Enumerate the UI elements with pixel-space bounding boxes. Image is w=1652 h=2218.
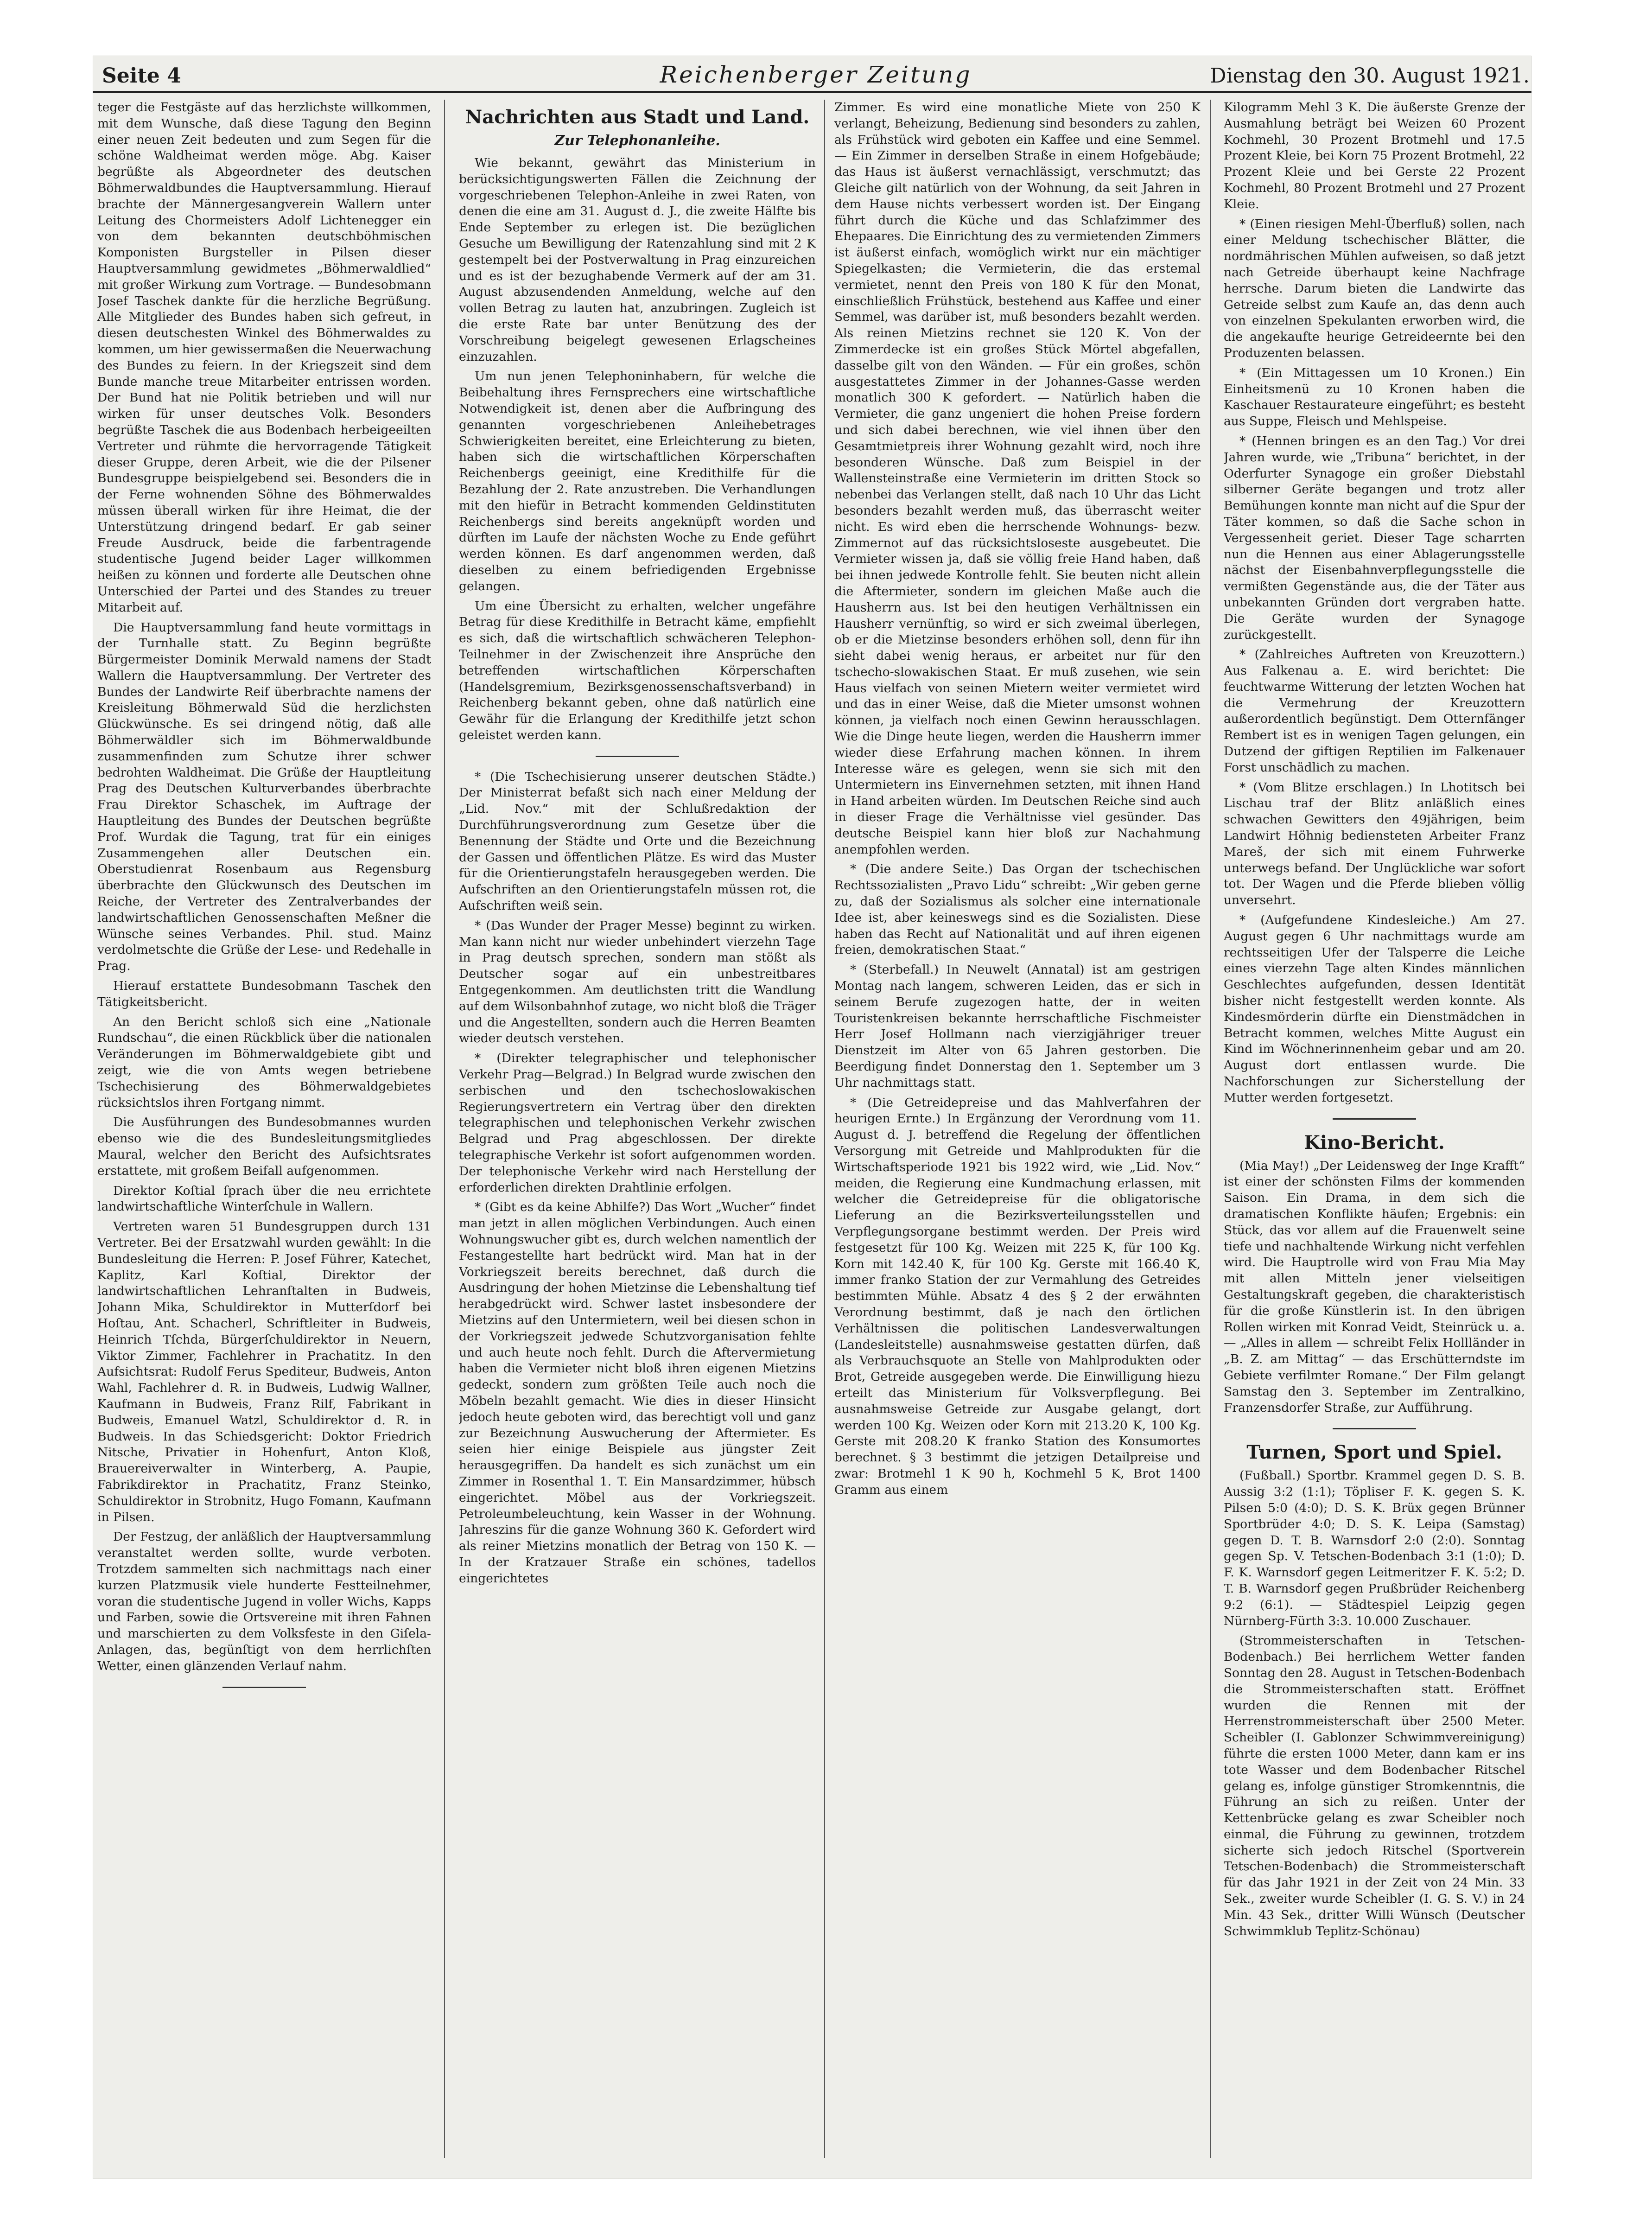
kino-paragraph: (Mia May!) „Der Leidensweg der Inge Krafft“ ist einer der schönsten Films der kommenden Saison. Ein Drama, in dem sich die dramatischen Konflikte häufen; Ergebnis: ein Stück, das vor allem auf die Frauenwelt seine tiefe und nachhaltende Wirkung nicht verfehlen wird. Die Hauptrolle wird von Frau Mia May mit allen Mitteln jener vielseitigen Gestaltungskraft gegeben, die charakteristisch für die große Künstlerin ist. In den übrigen Rollen wirken mit Konrad Veidt, Steinrück u. a. — „Alles in allem — schreibt Felix Hollländer in „B. Z. am Mittag“ — das Erschütterndste im Gebiete verfilmter Romane.“ Der Film gelangt Samstag den 3. September im Zentralkino, Franzensdorfer Straße, zur Aufführung. (1224, 1158, 1525, 1415)
article-paragraph: Der Festzug, der anläßlich der Hauptversammlung veranstaltet werden sollte, wurde verboten. Trotzdem sammelten sich nachmittags nach einer kurzen Platzmusik viele hunderte Festteilnehmer, voran die studentische Jugend in voller Wichs, Kapps und Farben, sowie die Ortsvereine mit ihren Fahnen und marschierten zu dem Volksfeste in den Giſela-Anlagen, das, begünſtigt von dem herrlichſten Wetter, einen glänzenden Verlauf nahm. (97, 1530, 431, 1673)
news-item: * (Ein Mittagessen um 10 Kronen.) Ein Einheitsmenü zu 10 Kronen haben die Kaschauer Restaurateure eingeführt; es besteht aus Suppe, Fleisch und Mehlspeise. (1224, 365, 1525, 429)
column-3 (834, 100, 1201, 2158)
article-paragraph: Um eine Übersicht zu erhalten, welcher ungefähre Betrag für diese Kredithilfe in Betracht käme, empfiehlt es sich, daß die wirtschaftlich schwächeren Telephon-Teilnehmer in der Zwischenzeit ihre Ansprüche den betreffenden wirtschaftlichen Körperschaften (Handelsgremium, Bezirksgenossenschaftsverband) in Reichenberg bekannt geben, ohne daß natürlich eine Gewähr für die Erlangung der Kredithilfe jetzt schon geleistet werden kann. (459, 599, 816, 742)
sport-paragraph: (Fußball.) Sportbr. Krammel gegen D. S. B. Aussig 3:2 (1:1); Töpliser F. K. gegen S. K. Pilsen 5:0 (4:0); D. S. K. Brüx gegen Brünner Sportbrüder 4:0; D. S. K. Leipa (Samstag) gegen D. T. B. Warnsdorf 2:0 (2:0). Sonntag gegen Sp. V. Tetschen-Bodenbach 3:1 (1:0); D. F. K. Warnsdorf gegen Leitmeritzer F. K. 5:2; D. T. B. Warnsdorf gegen Prußbrüder Reichenberg 9:2 (6:1). — Städtespiel Leipzig gegen Nürnberg-Fürth 3:3. 10.000 Zuschauer. (1224, 1468, 1525, 1628)
date-line: Dienstag den 30. August 1921. (1210, 64, 1530, 88)
article-paragraph: Vertreten waren 51 Bundesgruppen durch 131 Vertreter. Bei der Ersatzwahl wurden gewählt: In die Bundesleitung die Herren: P. Josef Führer, Katechet, Kaplitz, Karl Koſtial, Direktor der landwirtschaftlichen Lehranſtalten in Budweis, Johann Mika, Schuldirektor in Mutterſdorf bei Hoſtau, Ant. Schacherl, Schriftleiter in Budweis, Heinrich Tſchda, Bürgerſchuldirektor in Neuern, Viktor Zimmer, Fachlehrer in Prachatitz. In den Aufsichtsrat: Rudolf Ferus Spediteur, Budweis, Anton Wahl, Fachlehrer d. R. in Budweis, Ludwig Wallner, Kaufmann in Budweis, Franz Rilf, Fabrikant in Budweis, Emanuel Watzl, Schuldirektor d. R. in Budweis. In das Schiedsgericht: Doktor Friedrich Nitsche, Privatier in Hohenfurt, Anton Kloß, Brauereiverwalter in Winterberg, A. Paupie, Fabrikdirektor in Prachatitz, Franz Steinko, Schuldirektor in Strobnitz, Hugo Fomann, Kaufmann in Pilsen. (97, 1219, 431, 1524)
news-item: * (Die Getreidepreise und das Mahlverfahren der heurigen Ernte.) In Ergänzung der Verordnung vom 11. August d. J. betreffend die Regelung der öffentlichen Versorgung mit Getreide und Mahlprodukten für die Wirtschaftsperiode 1921 bis 1922 wird, wie „Lid. Nov.“ meiden, die Regierung eine Kundmachung erlassen, mit welcher die Getreidepreise für die obligatorische Lieferung an die Bezirksverteilungsstellen und Verpflegungsorgane bestimmt werden. Der Preis wird festgesetzt für 100 Kg. Weizen mit 225 K, für 100 Kg. Korn mit 142.40 K, für 100 Kg. Gerste mit 166.40 K, immer franko Station der zur Vermahlung des Getreides bestimmten Mühle. Absatz 4 des § 2 der erwähnten Verordnung bestimmt, daß je nach den örtlichen Verhältnissen die politischen Landesverwaltungen (Landesleitstelle) ausnahmsweise gestatten dürfen, daß als Verbrauchsquote an Stelle von Mahlprodukten oder Brot, Getreide ausgegeben werde. Die Einwilligung hiezu erteilt das Ministerium für Volksverpflegung. Bei ausnahmsweise Getreide zur Ausgabe gelangt, dort werden 100 Kg. Weizen oder Korn mit 213.20 K, 100 Kg. Gerste mit 208.20 K franko Station des Konsumortes berechnet. § 3 bestimmt die jetzigen Detailpreise und zwar: Brotmehl 1 K 90 h, Kochmehl 5 K, Brot 1400 Gramm aus einem (834, 1095, 1201, 1497)
sport-section-title: Turnen, Sport und Spiel. (1246, 1441, 1502, 1464)
page-header (97, 55, 1530, 96)
article-paragraph: Um nun jenen Telephoninhabern, für welche die Beibehaltung ihres Fernsprechers eine wirtschaftliche Notwendigkeit ist, denen aber die Aufbringung des genannten vorgeschriebenen Anleihebetrages Schwierigkeiten bereitet, eine Erleichterung zu bieten, haben sich die wirtschaftlichen Körperschaften Reichenbergs geeinigt, eine Kredithilfe für die Bezahlung der 2. Rate anzustreben. Die Verhandlungen mit den hiefür in Betracht kommenden Geldinstituten Reichenbergs sind bereits angeknüpft worden und dürften im Laufe der nächsten Woche zu Ende geführt werden können. Es darf angenommen werden, daß dieselben zu einem befriedigenden Ergebnisse gelangen. (459, 369, 816, 593)
section-divider (596, 756, 679, 757)
article-paragraph: Die Ausführungen des Bundesobmannes wurden ebenso wie die des Bundesleitungsmitgliedes Maural, welcher den Bericht des Aufsichtsrates erstattete, mit großem Beifall aufgenommen. (97, 1115, 431, 1178)
news-item: * (Die Tschechisierung unserer deutschen Städte.) Der Ministerrat befaßt sich nach einer Meldung der „Lid. Nov.“ mit der Schlußredaktion der Durchführungsverordnung zum Gesetze über die Benennung der Städte und Orte und die Bezeichnung der Gassen und öffentlichen Plätze. Es wird das Muster für die Orientierungstafeln herausgegeben werden. Die Aufschriften an den Orientierungstafeln müssen rot, die Aufschriften weiß sein. (459, 769, 816, 913)
article-paragraph: An den Bericht schloß sich eine „Nationale Rundschau“, die einen Rückblick über die nationalen Veränderungen im Böhmerwaldgebiete gibt und zeigt, wie die von Amts wegen betriebene Tschechisierung des Böhmerwaldgebietes rücksichtslos ihren Fortgang nimmt. (97, 1014, 431, 1110)
header-rule (93, 91, 1531, 93)
news-item: * (Sterbefall.) In Neuwelt (Annatal) ist am gestrigen Montag nach langem, schweren Leiden, das er sich in seinem Berufe zugezogen hatte, der in weiten Touristenkreisen bekannte herrschaftliche Fischmeister Herr Josef Hollmann nach vierzigjähriger treuer Dienstzeit im Alter von 65 Jahren gestorben. Die Beerdigung findet Donnerstag den 1. September um 3 Uhr nachmittags statt. (834, 962, 1201, 1090)
article-paragraph: teger die Festgäste auf das herzlichste willkommen, mit dem Wunsche, daß diese Tagung den Beginn einer neuen Zeit bedeuten und zum Segen für die schöne Waldheimat werden möge. Abg. Kaiser begrüßte als Abgeordneter des deutschen Böhmerwaldbundes die Hauptversammlung. Hierauf brachte der Männergesangverein Wallern unter Leitung des Chormeisters Adolf Lichtenegger ein von dem bekannten deutschböhmischen Komponisten Burgsteller in Pilsen dieser Hauptversammlung gewidmetes „Böhmerwaldlied“ mit großer Wirkung zum Vortrage. — Bundesobmann Josef Taschek dankte für die herzliche Begrüßung. Alle Mitglieder des Bundes haben sich gefreut, in diesen deutschesten Winkel des Böhmerwaldes zu kommen, um hier gewissermaßen die Neuerwachung des Bundes zu feiern. In der Kriegszeit sind dem Bunde manche treue Mitarbeiter entrissen worden. Der Bund hat nie Politik betrieben und will nur wirken für unser deutsches Volk. Besonders begrüßte Taschek die aus Bodenbach herbeigeeilten Vertreter und rühmte die hervorragende Tätigkeit dieser Gruppe, deren Arbeit, wie die der Pilsener Bundesgruppe beispielgebend sei. Besonders die in der Ferne wohnenden Söhne des Böhmerwaldes müssen überall wirken für ihre Heimat, die der Unterstützung dringend bedarf. Er gab seiner Freude Ausdruck, beide die farbentragende studentische Jugend beider Lager willkommen heißen zu können und forderte alle Deutschen ohne Unterschied der Partei und des Standes zu treuer Mitarbeit auf. (97, 100, 431, 615)
news-item: * (Zahlreiches Auftreten von Kreuzottern.) Aus Falkenau a. E. wird berichtet: Die feuchtwarme Witterung der letzten Wochen hat die Vermehrung der Kreuzottern außerordentlich begünstigt. Dem Otternfänger Rembert ist es in wenigen Tagen gelungen, ein Dutzend der giftigen Reptilien im Falkenauer Forst unschädlich zu machen. (1224, 647, 1525, 775)
column-4 (1224, 100, 1525, 2158)
news-item: * (Die andere Seite.) Das Organ der tschechischen Rechtssozialisten „Pravo Lidu“ schreibt: „Wir geben gerne zu, daß der Sozialismus als solcher eine internationale Idee ist, aber keineswegs sind es die Sozialisten. Diese haben das Recht auf Nationalität und auf ihren eigenen freien, demokratischen Staat.“ (834, 862, 1201, 957)
news-item: * (Hennen bringen es an den Tag.) Vor drei Jahren wurde, wie „Tribuna“ berichtet, in der Oderfurter Synagoge ein großer Diebstahl silberner Geräte begangen und trotz aller Bemühungen konnte man nicht auf die Spur der Täter kommen, so daß die Sache schon in Vergessenheit geriet. Dieser Tage scharrten nun die Hennen aus einer Ablagerungsstelle nächst der Eisenbahnverpflegungsstelle die vermißten Gegenstände aus, die der Täter aus unbekannten Gründen dort vergraben hatte. Die Geräte wurden der Synagoge zurückgestellt. (1224, 433, 1525, 642)
column-divider (1210, 100, 1211, 2158)
section-divider (1333, 1118, 1416, 1120)
news-item: * (Gibt es da keine Abhilfe?) Das Wort „Wucher“ findet man jetzt in allen möglichen Verbindungen. Auch einen Wohnungswucher gibt es, durch welchen namentlich der Festangestellte hart bedrückt wird. Man hat in der Vorkriegszeit bereits berechnet, daß durch die Ausdringung der hohen Mietzinse die Lebenshaltung tief herabgedrückt wird. Schwer lastet insbesondere der Mietzins auf den Untermietern, weil bei diesen schon in der Vorkriegszeit jedwede Schutzvorganisation fehlte und auch heute noch fehlt. Durch die Aftervermietung haben die Vermieter nicht bloß ihren eigenen Mietzins gedeckt, sondern zum größten Teile auch noch die Möbeln bezahlt gemacht. Wie dies in dieser Hinsicht jedoch heute geboten wird, das berechtigt voll und ganz zur Bezeichnung Auswucherung der Aftermieter. Es seien hier einige Beispiele aus jüngster Zeit herausgegriffen. Da handelt es sich zunächst um ein Zimmer in Rosenthal 1. T. Ein Mansardzimmer, hübsch eingerichtet. Möbel aus der Vorkriegszeit. Petroleumbeleuchtung, kein Wasser in der Wohnung. Jahreszins für die ganze Wohnung 360 K. Gefordert wird als reiner Mietzins monatlich der Betrag von 150 K. — In der Kratzauer Straße ein schönes, tadellos eingerichtetes (459, 1200, 816, 1586)
section-divider (1333, 1428, 1416, 1429)
news-item: * (Einen riesigen Mehl-Überfluß) sollen, nach einer Meldung tschechischer Blätter, die nordmährischen Mühlen aufweisen, so daß jetzt nach Getreide überhaupt keine Nachfrage herrsche. Darum bieten die Landwirte das Getreide selbst zum Kaufe an, das denn auch von einzelnen Spekulanten erworben wird, die die angekaufte heurige Getreideernte bei den Produzenten belassen. (1224, 217, 1525, 360)
column-2 (459, 100, 816, 2158)
section-title: Nachrichten aus Stadt und Land. (465, 106, 810, 128)
article-paragraph: Hierauf erstattete Bundesobmann Taschek den Tätigkeitsbericht. (97, 979, 431, 1009)
column-divider (824, 100, 825, 2158)
news-item: * (Vom Blitze erschlagen.) In Lhotitsch bei Lischau traf der Blitz anläßlich eines schwachen Gewitters den 49jährigen, beim Landwirt Höhnig bediensteten Arbeiter Franz Mareš, der sich mit einem Fuhrwerke unterwegs befand. Der Unglückliche war sofort tot. Der Wagen und die Pferde blieben völlig unversehrt. (1224, 780, 1525, 908)
news-item: * (Aufgefundene Kindesleiche.) Am 27. August gegen 6 Uhr nachmittags wurde am rechtsseitigen Ufer der Talsperre die Leiche eines vierzehn Tage alten Kindes männlichen Geschlechtes aufgefunden, dessen Identität bisher nicht festgestellt werden konnte. Als Kindesmörderin dürfte ein Dienstmädchen in Betracht kommen, welches Mitte August ein Kind im Wöchnerinnenheim gebar und am 20. August dort entlassen wurde. Die Nachforschungen zur Sicherstellung der Mutter werden fortgesetzt. (1224, 913, 1525, 1105)
section-divider (222, 1687, 306, 1688)
article-paragraph: Die Hauptversammlung fand heute vormittags in der Turnhalle statt. Zu Beginn begrüßte Bürgermeister Dominik Merwald namens der Stadt Wallern die Hauptversammlung. Der Vertreter des Bundes der Landwirte Reif überbrachte namens der Kreisleitung Böhmerwald Süd die herzlichsten Glückwünsche. Es sei dringend nötig, daß alle Böhmerwäldler sich im Böhmerwaldbunde zusammenfinden zum Schutze ihrer schwer bedrohten Waldheimat. Die Grüße der Hauptleitung Prag des Deutschen Kulturverbandes überbrachte Frau Direktor Schaschek, im Auftrage der Hauptleitung des Bundes der Deutschen begrüßte Prof. Wurdak die Tagung, trat für ein einiges Zusammengehen aller Deutschen ein. Oberstudienrat Rosenbaum aus Regensburg überbrachte den Glückwunsch des Deutschen im Reiche, der Vertreter des Zentralverbandes der landwirtschaftlichen Genossenschaften Meßner die Wünsche seines Verbandes. Phil. stud. Mainz verdolmetschte die Grüße der Lese- und Redehalle in Prag. (97, 620, 431, 974)
news-item: * (Das Wunder der Prager Messe) beginnt zu wirken. Man kann nicht nur wieder unbehindert vierzehn Tage in Prag deutsch sprechen, sondern man stößt als Deutscher sogar auf ein unbestreitbares Entgegenkommen. Am deutlichsten tritt die Wandlung auf dem Wilsonbahnhof zutage, wo nicht bloß die Träger und die Angestellten, sondern auch die Herren Beamten wieder deutsch verstehen. (459, 918, 816, 1046)
column-1 (97, 100, 431, 2158)
masthead: Reichenberger Zeitung (660, 61, 972, 88)
column-divider (444, 100, 445, 2158)
article-paragraph: Wie bekannt, gewährt das Ministerium in berücksichtigungswerten Fällen die Zeichnung der vorgeschriebenen Telephon-Anleihe in zwei Raten, von denen die eine am 31. August d. J., die zweite Hälfte bis Ende September zu erlegen ist. Die bezüglichen Gesuche um Bewilligung der Ratenzahlung sind mit 2 K gestempelt bei der Postverwaltung in Prag einzureichen und es ist der bezughabende Vermerk auf der am 31. August abzusendenden Anmeldung, welche auf den vollen Betrag zu lauten hat, anzubringen. Zugleich ist die erste Rate bar unter Benützung des der Vorschreibung beigelegt gewesenen Erlagscheines einzuzahlen. (459, 156, 816, 364)
sport-paragraph: (Strommeisterschaften in Tetschen-Bodenbach.) Bei herrlichem Wetter fanden Sonntag den 28. August in Tetschen-Bodenbach die Strommeisterschaften statt. Eröffnet wurden die Rennen mit der Herrenstrommeisterschaft über 2500 Meter. Scheibler (I. Gablonzer Schwimmvereinigung) führte die ersten 1000 Meter, dann kam er ins tote Wasser und dem Bodenbacher Ritschel gelang es, infolge günstiger Stromkenntnis, die Führung an sich zu reißen. Unter der Kettenbrücke gelang es zwar Scheibler noch einmal, die Führung zu gewinnen, trotzdem sicherte sich jedoch Ritschel (Sportverein Tetschen-Bodenbach) die Strommeisterschaft für das Jahr 1921 in der Zeit von 24 Min. 33 Sek., zweiter wurde Scheibler (I. G. S. V.) in 24 Min. 43 Sek., dritter Willi Wünsch (Deutscher Schwimmklub Teplitz-Schönau) (1224, 1633, 1525, 1938)
article-paragraph: Direktor Koſtial ſprach über die neu errichtete landwirtschaftliche Winterſchule in Wallern. (97, 1183, 431, 1214)
article-paragraph: Zimmer. Es wird eine monatliche Miete von 250 K verlangt, Beheizung, Bedienung sind besonders zu zahlen, als Frühstück wird geboten ein Kaffee und eine Semmel. — Ein Zimmer in derselben Straße in einem Hofgebäude; das Haus ist äußerst vernachlässigt, verschmutzt; das Gleiche gilt natürlich von der Wohnung, da seit Jahren in dem Hause nichts verbessert worden ist. Der Eingang führt durch die Küche und das Schlafzimmer des Ehepaares. Die Einrichtung des zu vermietenden Zimmers ist äußerst einfach, womöglich wirkt nur ein mächtiger Spiegelkasten; die Vermieterin, die das erstemal vermietet, nennt den Preis von 180 K für den Monat, einschließlich Frühstück, bestehend aus Kaffee und einer Semmel, was darüber ist, muß besonders bezahlt werden. Als reinen Mietzins rechnet sie 120 K. Von der Zimmerdecke ist ein großes Stück Mörtel abgefallen, dasselbe gilt von den Wänden. — Für ein großes, schön ausgestattetes Zimmer in der Johannes-Gasse werden monatlich 300 K gefordert. — Natürlich haben die Vermieter, die ganz ungeniert die hohen Preise fordern und sich dabei berechnen, wie viel ihnen über den Gesamtmietpreis ihrer Wohnung gezahlt wird, noch ihre besonderen Wünsche. Daß zum Beispiel in der Wallensteinstraße eine Vermieterin im dritten Stock so nebenbei das Verlangen stellt, daß nach 10 Uhr das Licht besonders bezahlt werden muß, das überrascht weiter nicht. Es wird eben die herrschende Wohnungs- bezw. Zimmernot auf das rücksichtsloseste ausgebeutet. Die Vermieter wissen ja, daß sie völlig freie Hand haben, daß bei ihnen jedwede Kontrolle fehlt. Sie beuten nicht allein die Aftermieter, sondern im gleichen Maße auch die Hausherrn aus. Ist bei den heutigen Verhältnissen ein Hausherr vernünftig, so wird er sich zweimal überlegen, ob er die Mietzinse besonders erhöhen soll, denn für ihn sieht dabei wenig heraus, er arbeitet nur für den tschecho-slowakischen Staat. Er muß zusehen, wie sein Haus vielfach von seinen Mietern weiter vermietet wird und das in einer Weise, daß die Mieter umsonst wohnen können, ja vielfach noch einen Gewinn herausschlagen. Wie die Dinge heute liegen, werden die Hausherrn immer wieder diese Erfahrung machen können. In ihrem Interesse wäre es gelegen, wenn sie sich mit den Untermietern ins Einvernehmen setzten, mit ihnen Hand in Hand arbeiten würden. Im Deutschen Reiche sind auch in dieser Frage die Verhältnisse viel gesünder. Das deutsche Beispiel kann hier bloß zur Nachahmung anempfohlen werden. (834, 100, 1201, 857)
article-paragraph: Kilogramm Mehl 3 K. Die äußerste Grenze der Ausmahlung beträgt bei Weizen 60 Prozent Kochmehl, 30 Prozent Brotmehl und 17.5 Prozent Kleie, bei Korn 75 Prozent Brotmehl, 22 Prozent Kleie und bei Gerste 22 Prozent Kochmehl, 80 Prozent Brotmehl und 27 Prozent Kleie. (1224, 100, 1525, 211)
page-number: Seite 4 (102, 64, 181, 88)
kino-section-title: Kino-Bericht. (1304, 1131, 1445, 1154)
article-subtitle: Zur Telephonanleihe. (554, 133, 720, 149)
news-item: * (Direkter telegraphischer und telephonischer Verkehr Prag—Belgrad.) In Belgrad wurde zwischen den serbischen und den tschechoslowakischen Regierungsvertretern ein Vertrag über den direkten telegraphischen und telephonischen Verkehr zwischen Belgrad und Prag abgeschlossen. Der direkte telegraphische Verkehr ist sofort aufgenommen worden. Der telephonische Verkehr wird nach Herstellung der erforderlichen direkten Drahtlinie erfolgen. (459, 1051, 816, 1195)
